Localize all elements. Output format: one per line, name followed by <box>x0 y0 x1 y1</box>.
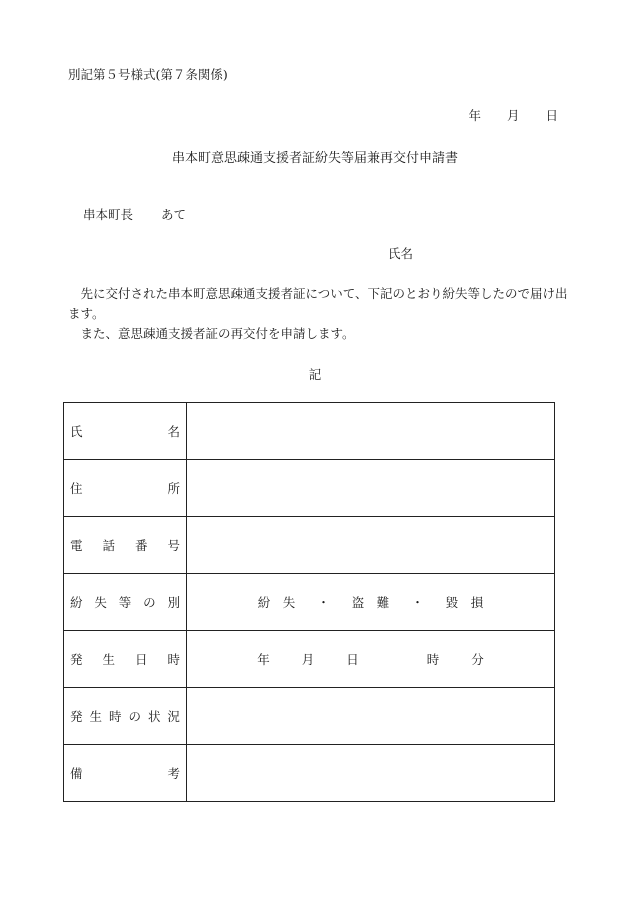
table-row-name <box>64 403 555 460</box>
datetime-hour-label: 時 <box>426 652 440 667</box>
row-label-name <box>70 422 180 440</box>
value-cell-datetime[interactable] <box>187 631 555 688</box>
label-char: 時 <box>167 652 180 667</box>
row-label-address <box>70 479 180 497</box>
row-label-loss-type <box>70 593 180 611</box>
date-day-label: 日 <box>545 108 558 123</box>
detail-table <box>63 402 555 802</box>
applicant-name-label: 氏名 <box>388 246 414 261</box>
table-row-remarks <box>64 745 555 802</box>
label-char: 所 <box>167 481 180 496</box>
document-title: 串本町意思疎通支援者証紛失等届兼再交付申請書 <box>171 151 458 166</box>
label-char: 紛 <box>70 595 83 610</box>
table-row-loss-type <box>64 574 555 631</box>
label-char: 生 <box>102 652 115 667</box>
datetime-day-label: 日 <box>346 652 359 667</box>
label-cell-remarks <box>64 745 187 802</box>
loss-type-options <box>187 593 554 611</box>
label-char: 時 <box>108 709 122 724</box>
datetime-year-label: 年 <box>257 652 270 667</box>
label-char: 日 <box>134 652 148 667</box>
label-char: 状 <box>147 709 161 724</box>
table-row-address <box>64 460 555 517</box>
option-theft[interactable]: 盗 難 <box>351 595 390 610</box>
row-label-situation <box>70 707 180 725</box>
label-char: 発 <box>70 652 83 667</box>
value-cell-loss-type[interactable] <box>187 574 555 631</box>
recipient-suffix: あて <box>161 207 187 222</box>
label-char: 名 <box>167 424 180 439</box>
row-label-remarks <box>70 764 180 782</box>
body-text <box>68 284 568 344</box>
option-damage[interactable]: 毀 損 <box>445 595 484 610</box>
row-label-datetime <box>70 650 180 668</box>
value-cell-situation[interactable] <box>187 688 555 745</box>
label-char: 住 <box>70 481 83 496</box>
label-cell-datetime <box>64 631 187 688</box>
label-char: 電 <box>70 538 83 553</box>
label-char: 別 <box>167 595 180 610</box>
label-char: 発 <box>70 709 83 724</box>
ki-label: 記 <box>308 367 322 382</box>
row-label-phone <box>70 536 180 554</box>
value-cell-address[interactable] <box>187 460 555 517</box>
option-loss[interactable]: 紛 失 <box>257 595 296 610</box>
label-cell-phone <box>64 517 187 574</box>
label-cell-name <box>64 403 187 460</box>
datetime-minute-label: 分 <box>471 652 484 667</box>
label-char: 備 <box>70 766 83 781</box>
label-char: 番 <box>134 538 148 553</box>
table-row-situation <box>64 688 555 745</box>
option-separator: ・ <box>317 595 330 610</box>
date-year-label: 年 <box>468 108 481 123</box>
recipient-name: 串本町長 <box>83 207 134 222</box>
recipient <box>83 205 186 223</box>
label-char: 況 <box>167 709 180 724</box>
option-separator: ・ <box>411 595 424 610</box>
occurrence-datetime <box>187 650 554 668</box>
datetime-month-label: 月 <box>301 652 315 667</box>
label-char: 氏 <box>70 424 83 439</box>
value-cell-phone[interactable] <box>187 517 555 574</box>
date-month-label: 月 <box>506 108 520 123</box>
label-char: 等 <box>118 595 132 610</box>
label-cell-situation <box>64 688 187 745</box>
body-paragraph-1: 先に交付された串本町意思疎通支援者証について、下記のとおり紛失等したので届け出ます。 <box>68 286 568 321</box>
value-cell-name[interactable] <box>187 403 555 460</box>
label-cell-loss-type <box>64 574 187 631</box>
label-char: 号 <box>167 538 180 553</box>
label-char: の <box>143 595 156 610</box>
label-char: 考 <box>167 766 180 781</box>
label-cell-address <box>64 460 187 517</box>
label-char: の <box>128 709 141 724</box>
date-line <box>468 106 558 124</box>
form-identifier: 別記第５号様式(第７条関係) <box>68 67 228 82</box>
table-row-datetime <box>64 631 555 688</box>
label-char: 生 <box>89 709 102 724</box>
value-cell-remarks[interactable] <box>187 745 555 802</box>
table-row-phone <box>64 517 555 574</box>
label-char: 失 <box>94 595 107 610</box>
body-paragraph-2: また、意思疎通支援者証の再交付を申請します。 <box>80 326 355 341</box>
label-char: 話 <box>102 538 115 553</box>
